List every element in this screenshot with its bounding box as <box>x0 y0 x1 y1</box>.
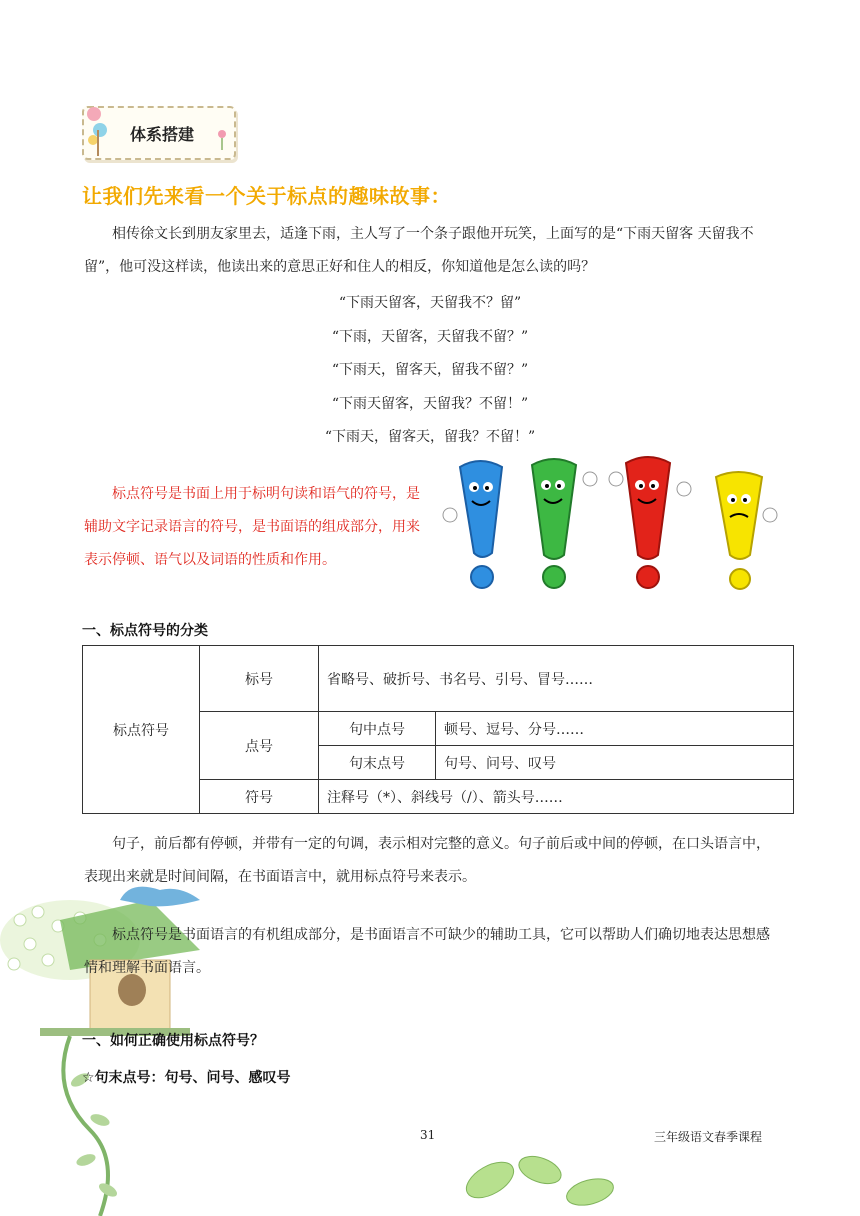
sub-category-items: 句号、问号、叹号 <box>436 746 794 780</box>
category-dianhao: 点号 <box>200 712 319 780</box>
sub-category-label: 句中点号 <box>319 712 436 746</box>
definition-paragraph: 标点符号是书面上用于标明句读和语气的符号，是辅助文字记录语言的符号，是书面语的组成部分，用来表示停顿、语气以及词语的性质和作用。 <box>84 486 420 568</box>
red-exclamation-icon <box>609 457 691 588</box>
punctuation-classification-table <box>82 645 794 814</box>
sentence-paragraph: 句子，前后都有停顿，并带有一定的句调，表示相对完整的意义。句子前后或中间的停顿，在口头语言中，表现出来就是时间间隔，在书面语言中，就用标点符号来表示。 <box>84 836 770 885</box>
exclamation-characters-illustration <box>440 455 790 595</box>
page-number: 31 <box>420 1128 436 1142</box>
reading-line: “下雨天，留客天，留我不留？” <box>331 362 529 378</box>
punctuation-role-paragraph: 标点符号是书面语言的有机组成部分，是书面语言不可缺少的辅助工具，它可以帮助人们确切地表达思想感情和理解书面语言。 <box>84 927 770 976</box>
green-exclamation-icon <box>532 459 597 588</box>
blue-exclamation-icon <box>443 461 502 588</box>
section2-title: 一、如何正确使用标点符号？ <box>82 1033 264 1049</box>
section1-title: 一、标点符号的分类 <box>82 623 208 639</box>
reading-line: “下雨天，留客天，留我？不留！” <box>324 429 536 445</box>
fuhao-items: 注释号（*）、斜线号（/）、箭头号…… <box>319 780 794 814</box>
biaohao-items: 省略号、破折号、书名号、引号、冒号…… <box>319 646 794 712</box>
reading-line: “下雨，天留客，天留我不留？” <box>331 329 529 345</box>
reading-line: “下雨天留客，天留我不？留” <box>338 295 522 311</box>
intro-paragraph: 相传徐文长到朋友家里去，适逢下雨，主人写了一个条子跟他开玩笑，上面写的是“下雨天留客 天留我不留”，他可没这样读，他读出来的意思正好和住人的相反，你知道他是怎么读的吗？ <box>84 226 754 275</box>
lollipop-icon <box>84 100 124 160</box>
flower-icon <box>214 128 230 152</box>
course-name: 三年级语文春季课程 <box>654 1130 763 1144</box>
category-fuhao: 符号 <box>200 780 319 814</box>
reading-line: “下雨天留客，天留我？不留！” <box>331 396 529 412</box>
leaves-decoration <box>430 1140 730 1216</box>
sub-category-items: 顿号、逗号、分号…… <box>436 712 794 746</box>
yellow-exclamation-icon <box>716 472 777 589</box>
story-headline: 让我们先来看一个关于标点的趣味故事： <box>82 184 451 208</box>
category-biaohao: 标号 <box>200 646 319 712</box>
subsection-sentence-end-marks: ☆句末点号：句号、问号、感叹号 <box>82 1070 291 1086</box>
table-root-cell: 标点符号 <box>83 646 200 814</box>
section-tag-title: 体系搭建 <box>130 125 195 144</box>
sub-category-label: 句末点号 <box>319 746 436 780</box>
